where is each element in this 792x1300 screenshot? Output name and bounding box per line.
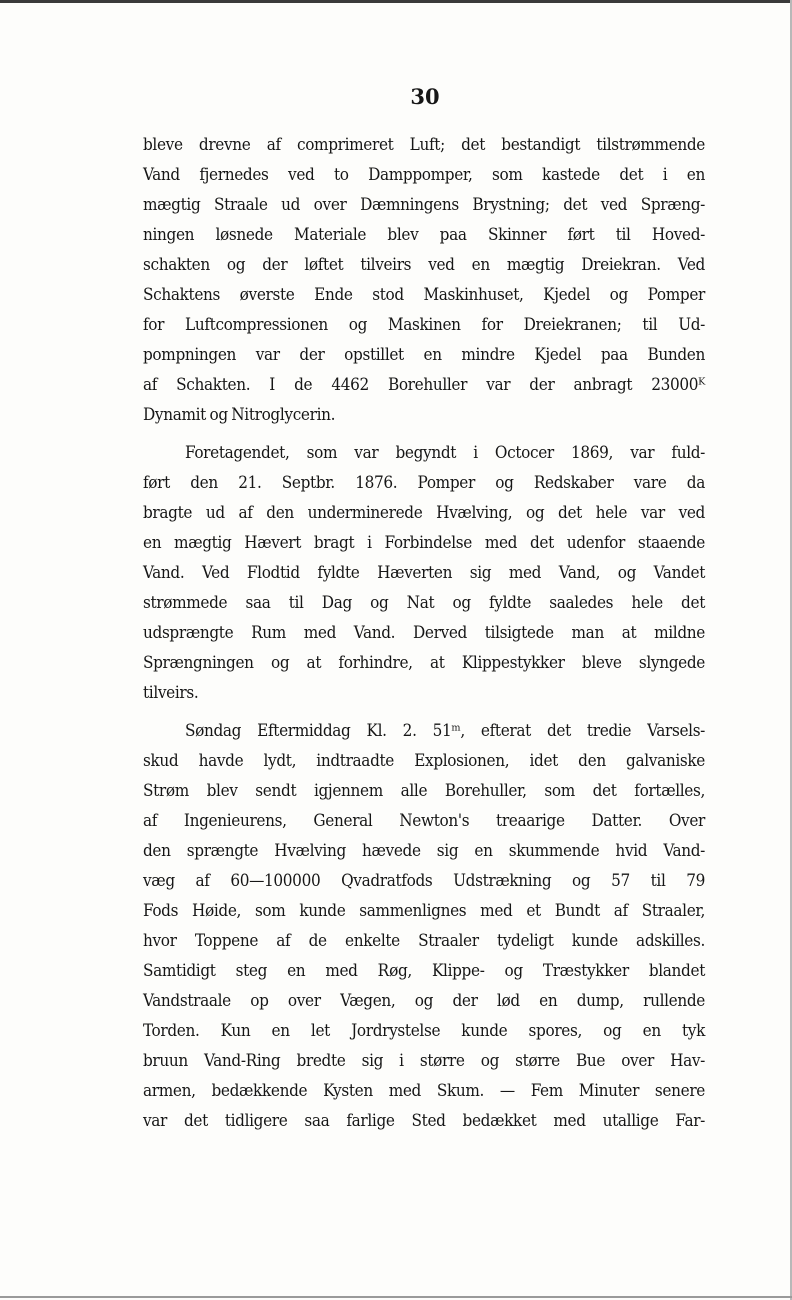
text-line: udsprængte Rum med Vand. Derved tilsigtede man at mildne: [143, 623, 705, 643]
paragraph-gap: [143, 430, 705, 438]
text-line: Samtidigt steg en med Røg, Klippe- og Træstykker blandet: [143, 961, 705, 981]
paragraph-3: [143, 716, 705, 1136]
text-line: væg af 60—100000 Qvadratfods Udstrækning og 57 til 79: [143, 871, 705, 891]
text-line: Strøm blev sendt igjennem alle Borehuller, som det fortælles,: [143, 781, 705, 801]
text-line: en mægtig Hævert bragt i Forbindelse med det udenfor staaende: [143, 533, 705, 553]
text-line: tilveirs.: [143, 683, 199, 703]
text-line: af Ingenieurens, General Newton's treaarige Datter. Over: [143, 811, 705, 831]
text-line: pompningen var der opstillet en mindre Kjedel paa Bunden: [143, 345, 705, 365]
text-line: var det tidligere saa farlige Sted bedækket med utallige Far-: [143, 1111, 705, 1131]
text-line: Vandstraale op over Vægen, og der lød en dump, rullende: [143, 991, 705, 1011]
text-line: strømmede saa til Dag og Nat og fyldte saaledes hele det: [143, 593, 705, 613]
text-line: Torden. Kun en let Jordrystelse kunde spores, og en tyk: [143, 1021, 705, 1041]
text-line: bruun Vand-Ring bredte sig i større og større Bue over Hav-: [143, 1051, 705, 1071]
text-line: hvor Toppene af de enkelte Straaler tydeligt kunde adskilles.: [143, 931, 705, 951]
text-line: for Luftcompressionen og Maskinen for Dreiekranen; til Ud-: [143, 315, 705, 335]
text-line: Foretagendet, som var begyndt i Octocer 1869, var fuld-: [185, 443, 705, 463]
text-line: schakten og der løftet tilveirs ved en mægtig Dreiekran. Ved: [143, 255, 705, 275]
paragraph-2: [143, 438, 705, 708]
text-line: ført den 21. Septbr. 1876. Pomper og Redskaber vare da: [143, 473, 705, 493]
text-line: Dynamit og Nitroglycerin.: [143, 405, 336, 425]
text-line: armen, bedækkende Kysten med Skum. — Fem Minuter senere: [143, 1081, 705, 1101]
text-line: Vand. Ved Flodtid fyldte Hæverten sig med Vand, og Vandet: [143, 563, 705, 583]
text-line: af Schakten. I de 4462 Borehuller var der anbragt 23000ᴷ: [143, 375, 705, 395]
text-line: skud havde lydt, indtraadte Explosionen, idet den galvaniske: [143, 751, 705, 771]
text-line: Schaktens øverste Ende stod Maskinhuset, Kjedel og Pomper: [143, 285, 705, 305]
text-line: Søndag Eftermiddag Kl. 2. 51ᵐ, efterat det tredie Varsels-: [185, 721, 705, 741]
paragraph-gap: [143, 708, 705, 716]
text-line: Fods Høide, som kunde sammenlignes med et Bundt af Straaler,: [143, 901, 705, 921]
text-line: Sprængningen og at forhindre, at Klippestykker bleve slyngede: [143, 653, 705, 673]
text-line: den sprængte Hvælving hævede sig en skummende hvid Vand-: [143, 841, 705, 861]
page-number: 30: [410, 84, 440, 109]
paragraph-1: [143, 130, 705, 430]
text-line: ningen løsnede Materiale blev paa Skinner ført til Hoved-: [143, 225, 705, 245]
text-line: Vand fjernedes ved to Damppomper, som kastede det i en: [143, 165, 705, 185]
text-line: bleve drevne af comprimeret Luft; det bestandigt tilstrømmende: [143, 135, 705, 155]
bottom-edge-rule: [0, 1296, 792, 1298]
body-text: [143, 130, 705, 1136]
top-edge-rule: [0, 0, 792, 3]
text-line: bragte ud af den underminerede Hvælving, og det hele var ved: [143, 503, 705, 523]
text-line: mægtig Straale ud over Dæmningens Brystning; det ved Spræng-: [143, 195, 705, 215]
